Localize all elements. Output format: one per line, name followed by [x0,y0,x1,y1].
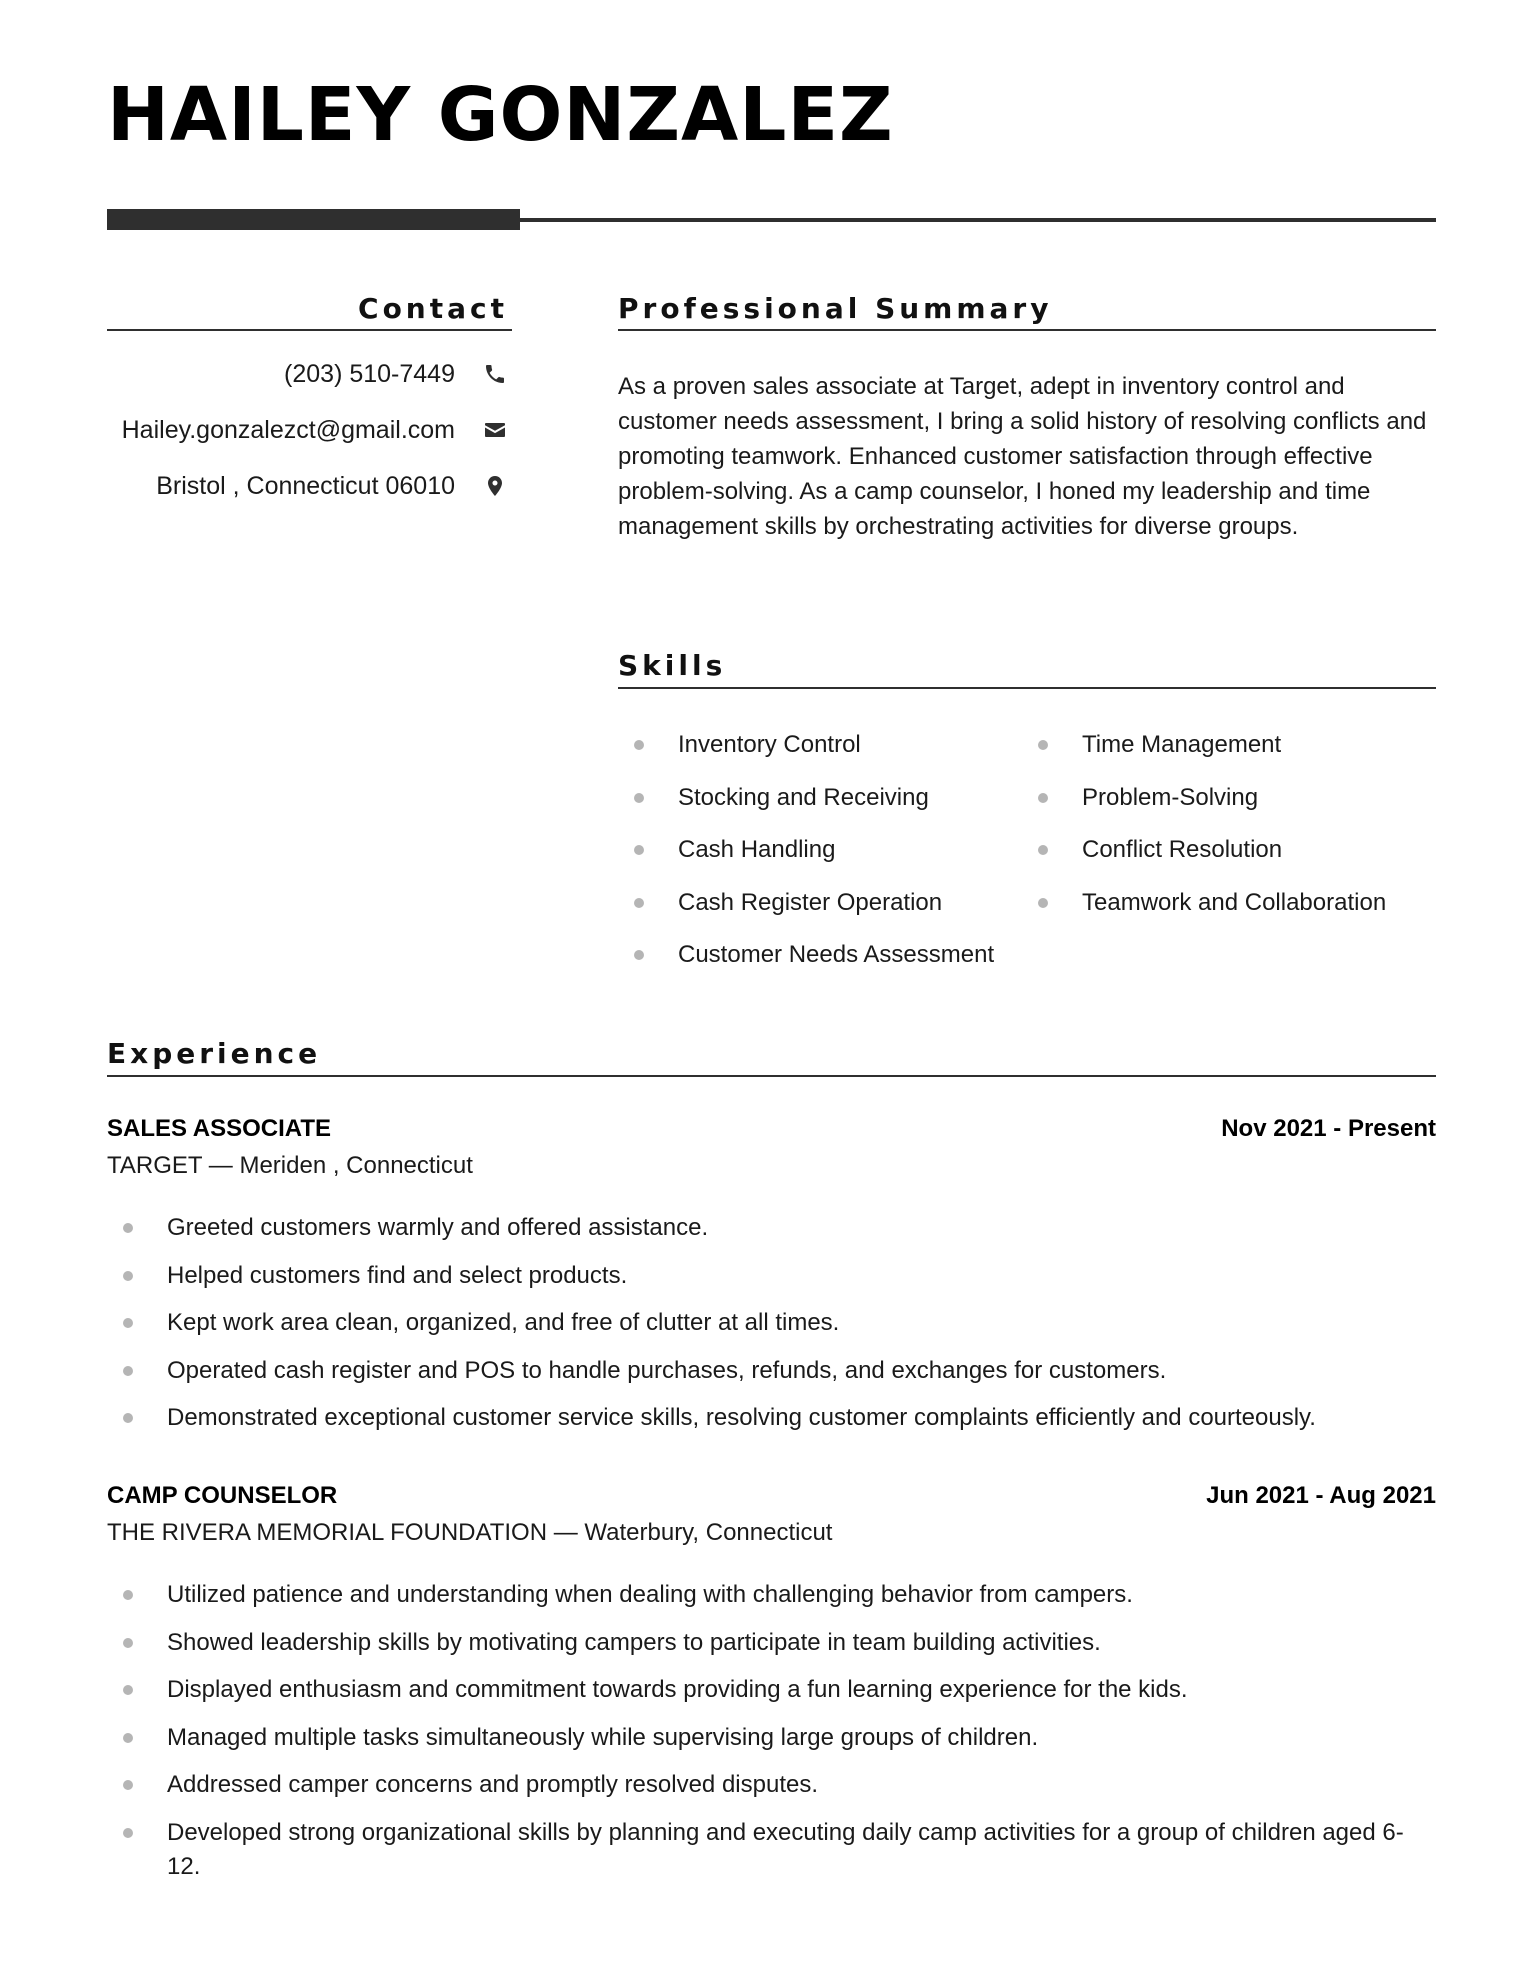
skills-divider [618,687,1436,689]
summary-text: As a proven sales associate at Target, adept in inventory control and customer needs assessment, I bring a solid history of resolving conflicts and promoting teamwork. Enhanced customer satisfaction through effective problem-solving. As a camp counselor, I honed my leadership and time management skills by orchestrating activities for diverse groups. [618,373,1427,540]
contact-heading: Contact [358,292,508,325]
skills-column-right [1022,719,1426,982]
skill-item: Cash Register Operation [618,877,1022,930]
contact-list [107,346,512,514]
contact-divider [107,329,512,331]
job-bullet: Operated cash register and POS to handle purchases, refunds, and exchanges for customers. [107,1354,1436,1388]
header-rule-thick [107,209,520,230]
skill-item: Time Management [1022,719,1426,772]
map-pin-icon [481,472,509,500]
experience-divider [107,1075,1436,1077]
job-bullet: Demonstrated exceptional customer service skills, resolving customer complaints efficiently and courteously. [107,1401,1436,1435]
phone-number: (203) 510-7449 [284,359,455,388]
job-entry-camp-counselor [107,1478,1436,1897]
job-bullets [107,1211,1436,1435]
job-bullet: Showed leadership skills by motivating campers to participate in team building activities. [107,1626,1436,1660]
contact-phone [107,346,512,402]
job-bullet: Kept work area clean, organized, and free of clutter at all times. [107,1306,1436,1340]
job-title: SALES ASSOCIATE [107,1115,332,1142]
skills-grid [618,719,1436,982]
skills-heading: Skills [618,649,727,682]
resume-page [107,0,1436,1987]
job-bullet: Utilized patience and understanding when dealing with challenging behavior from campers. [107,1578,1436,1612]
skill-item: Teamwork and Collaboration [1022,877,1426,930]
candidate-name: HAILEY GONZALEZ [107,72,894,158]
summary-divider [618,329,1436,331]
skill-item: Customer Needs Assessment [618,929,1022,982]
envelope-icon [481,416,509,444]
job-bullet: Displayed enthusiasm and commitment towards providing a fun learning experience for the kids. [107,1673,1436,1707]
summary-heading: Professional Summary [618,292,1053,325]
email-address: Hailey.gonzalezct@gmail.com [121,415,455,444]
job-header [107,1111,1436,1147]
phone-icon [481,360,509,388]
skill-item: Problem-Solving [1022,772,1426,825]
contact-location [107,458,512,514]
job-dates: Jun 2021 - Aug 2021 [1206,1482,1436,1509]
job-bullet: Greeted customers warmly and offered assistance. [107,1211,1436,1245]
experience-heading: Experience [107,1037,322,1070]
skills-column-left [618,719,1022,982]
job-dates: Nov 2021 - Present [1221,1115,1436,1142]
skill-item: Conflict Resolution [1022,824,1426,877]
job-bullet: Addressed camper concerns and promptly resolved disputes. [107,1768,1436,1802]
contact-email [107,402,512,458]
job-bullets [107,1578,1436,1884]
job-bullet: Managed multiple tasks simultaneously while supervising large groups of children. [107,1721,1436,1755]
skill-item: Cash Handling [618,824,1022,877]
job-bullet: Developed strong organizational skills by planning and executing daily camp activities for a group of children aged 6-12. [107,1816,1436,1884]
job-title: CAMP COUNSELOR [107,1482,338,1509]
skill-item: Inventory Control [618,719,1022,772]
job-header [107,1478,1436,1514]
job-employer: THE RIVERA MEMORIAL FOUNDATION — Waterbury, Connecticut [107,1519,833,1546]
job-bullet: Helped customers find and select products. [107,1259,1436,1293]
job-employer: TARGET — Meriden , Connecticut [107,1152,473,1179]
job-entry-sales-associate [107,1111,1436,1449]
location-text: Bristol , Connecticut 06010 [156,471,455,500]
header-rule-thin [520,218,1436,222]
skill-item: Stocking and Receiving [618,772,1022,825]
